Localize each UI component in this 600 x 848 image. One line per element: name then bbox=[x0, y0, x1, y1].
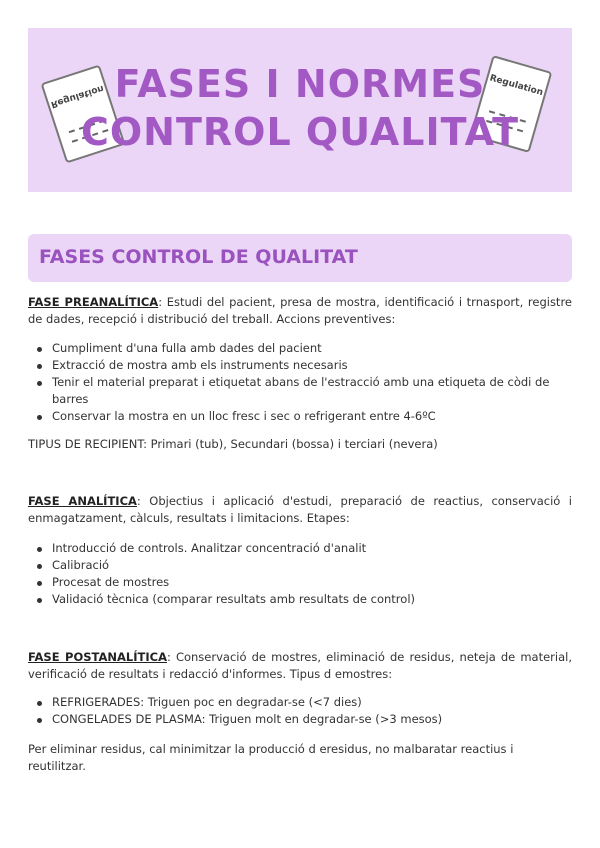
analitica-list bbox=[28, 540, 572, 608]
list-item: CONGELADES DE PLASMA: Triguen molt en degradar-se (>3 mesos) bbox=[28, 711, 572, 728]
page-title-line-2: CONTROL QUALITAT bbox=[80, 110, 520, 154]
list-item: Calibració bbox=[28, 557, 572, 574]
regulation-label-right: Regulation bbox=[488, 73, 545, 99]
analitica-paragraph bbox=[28, 493, 572, 527]
list-item: Procesat de mostres bbox=[28, 574, 572, 591]
list-item: Extracció de mostra amb els instruments necesaris bbox=[28, 357, 572, 374]
list-item: Conservar la mostra en un lloc fresc i sec o refrigerant entre 4-6ºC bbox=[28, 408, 572, 425]
list-item: Validació tècnica (comparar resultats amb resultats de control) bbox=[28, 591, 572, 608]
closing-paragraph: Per eliminar residus, cal minimitzar la producció d eresidus, no malbaratar reactius i reutilitzar. bbox=[28, 742, 514, 773]
preanalitica-paragraph bbox=[28, 294, 572, 328]
postanalitica-text: : Conservació de mostres, eliminació de residus, neteja de material, verificació de resultats i redacció d'informes. Tipus d emostres: bbox=[28, 650, 572, 681]
preanalitica-label: FASE PREANALÍTICA bbox=[28, 295, 159, 309]
preanalitica-list bbox=[28, 340, 572, 425]
preanalitica-text: : Estudi del pacient, presa de mostra, identificació i trnasport, registre de dades, recepció i distribució del treball. Accions preventives: bbox=[28, 295, 572, 326]
recipient-types: TIPUS DE RECIPIENT: Primari (tub), Secundari (bossa) i terciari (nevera) bbox=[28, 437, 438, 451]
list-item: REFRIGERADES: Triguen poc en degradar-se (<7 dies) bbox=[28, 694, 572, 711]
regulation-label-left: Regulation bbox=[49, 82, 105, 110]
list-item: Tenir el material preparat i etiquetat abans de l'estracció amb una etiqueta de còdi de barres bbox=[28, 374, 572, 408]
postanalitica-paragraph bbox=[28, 649, 572, 683]
section-heading: FASES CONTROL DE QUALITAT bbox=[39, 246, 358, 268]
page-title-line-1: FASES I NORMES bbox=[114, 62, 486, 106]
list-item: Cumpliment d'una fulla amb dades del pacient bbox=[28, 340, 572, 357]
postanalitica-label: FASE POSTANALÍTICA bbox=[28, 650, 167, 664]
postanalitica-list bbox=[28, 694, 572, 728]
section-heading-box bbox=[28, 234, 572, 282]
analitica-text: : Objectius i aplicació d'estudi, preparació de reactius, conservació i enmagatzament, càlculs, resultats i limitacions. Etapes: bbox=[28, 494, 572, 525]
analitica-label: FASE ANALÍTICA bbox=[28, 494, 137, 508]
list-item: Introducció de controls. Analitzar concentració d'analit bbox=[28, 540, 572, 557]
